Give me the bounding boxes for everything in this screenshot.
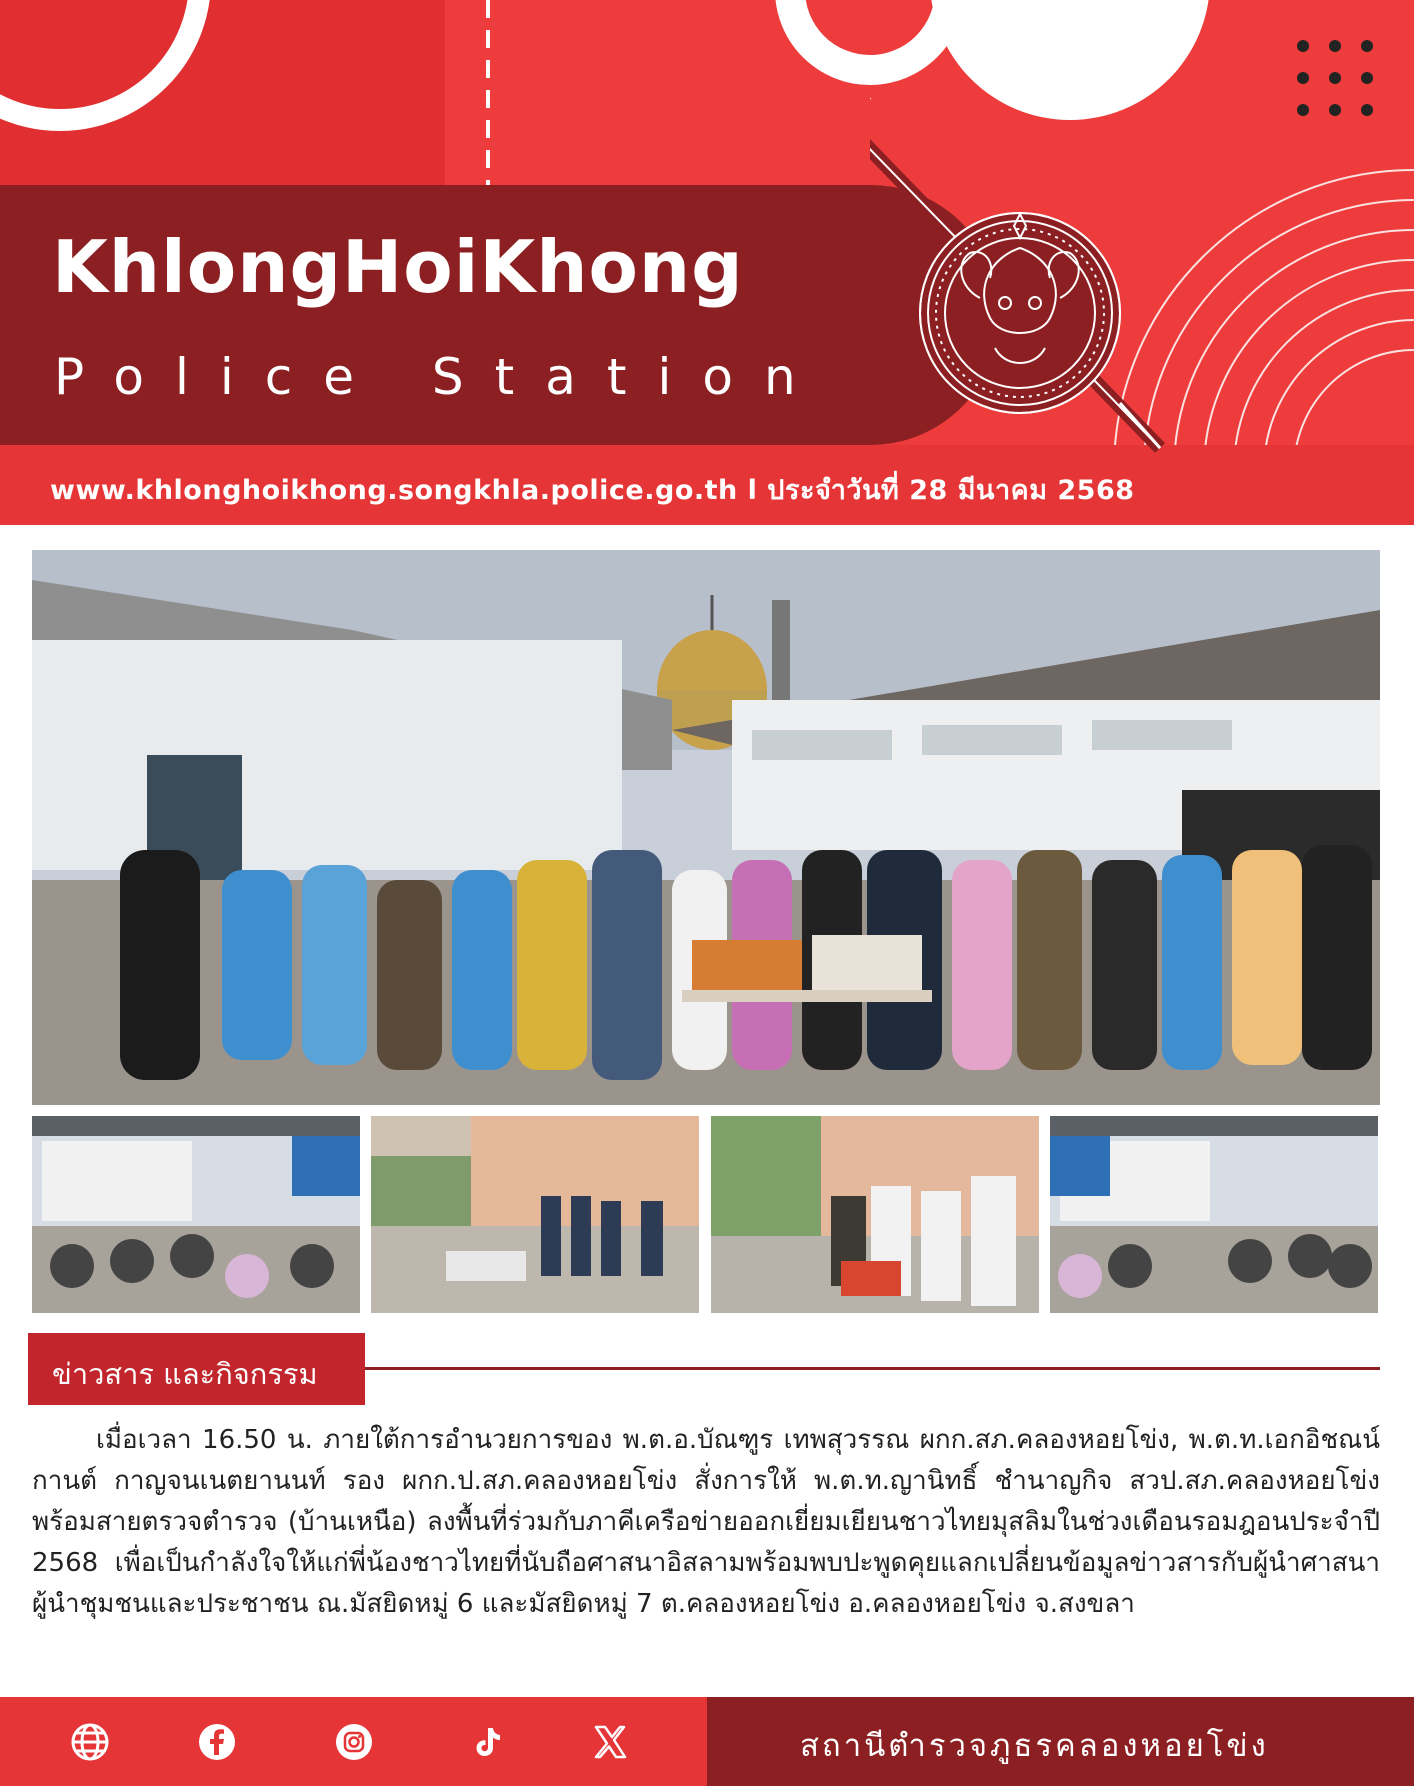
activity-photo-1: [32, 1116, 360, 1313]
news-section-title: ข่าวสาร และกิจกรรม: [52, 1357, 318, 1391]
station-title: KhlongHoiKhong: [52, 225, 744, 309]
tiktok-icon[interactable]: [467, 1722, 507, 1762]
activity-photo-4: [1050, 1116, 1378, 1313]
news-article-body: [32, 1420, 1380, 1625]
activity-photo-3: [711, 1116, 1039, 1313]
x-icon[interactable]: [590, 1722, 630, 1762]
footer-station-name: สถานีตำรวจภูธรคลองหอยโข่ง: [800, 1728, 1269, 1764]
activity-photo-2: [371, 1116, 699, 1313]
website-date-line: www.khlonghoikhong.songkhla.police.go.th l ประจำวันที่ 28 มีนาคม 2568: [50, 475, 1135, 506]
news-paragraph: เมื่อเวลา 16.50 น. ภายใต้การอำนวยการของ พ.ต.อ.บัณฑูร เทพสุวรรณ ผกก.สภ.คลองหอยโข่ง, พ.ต.ท.เอกอิชณน์กานต์ กาญจนเนตยานนท์ รอง ผกก.ป.สภ.คลองหอยโข่ง สั่งการให้ พ.ต.ท.ญานิทธิ์ ชำนาญกิจ สวป.สภ.คลองหอยโข่ง พร้อมสายตรวจตำรวจ (บ้านเหนือ) ลงพื้นที่ร่วมกับภาคีเครือข่ายออกเยี่ยมเยียนชาวไทยมุสลิมในช่วงเดือนรอมฎอนประจำปี 2568 เพื่อเป็นกำลังใจให้แก่พี่น้องชาวไทยที่นับถือศาสนาอิสลามพร้อมพบปะพูดคุยแลกเปลี่ยนข้อมูลข่าวสารกับผู้นำศาสนาผู้นำชุมชนและประชาชน ณ.มัสยิดหมู่ 6 และมัสยิดหมู่ 7 ต.คลองหอยโข่ง อ.คลองหอยโข่ง จ.สงขลา: [32, 1425, 1380, 1619]
instagram-icon[interactable]: [334, 1722, 374, 1762]
police-seal-icon: [870, 98, 1170, 458]
facebook-icon[interactable]: [197, 1722, 237, 1762]
globe-icon[interactable]: [70, 1722, 110, 1762]
dots-decoration: [1295, 38, 1375, 118]
station-subtitle: Police Station: [54, 348, 827, 406]
main-group-photo: [32, 550, 1380, 1105]
section-divider: [365, 1367, 1380, 1370]
title-band: [0, 185, 1000, 445]
